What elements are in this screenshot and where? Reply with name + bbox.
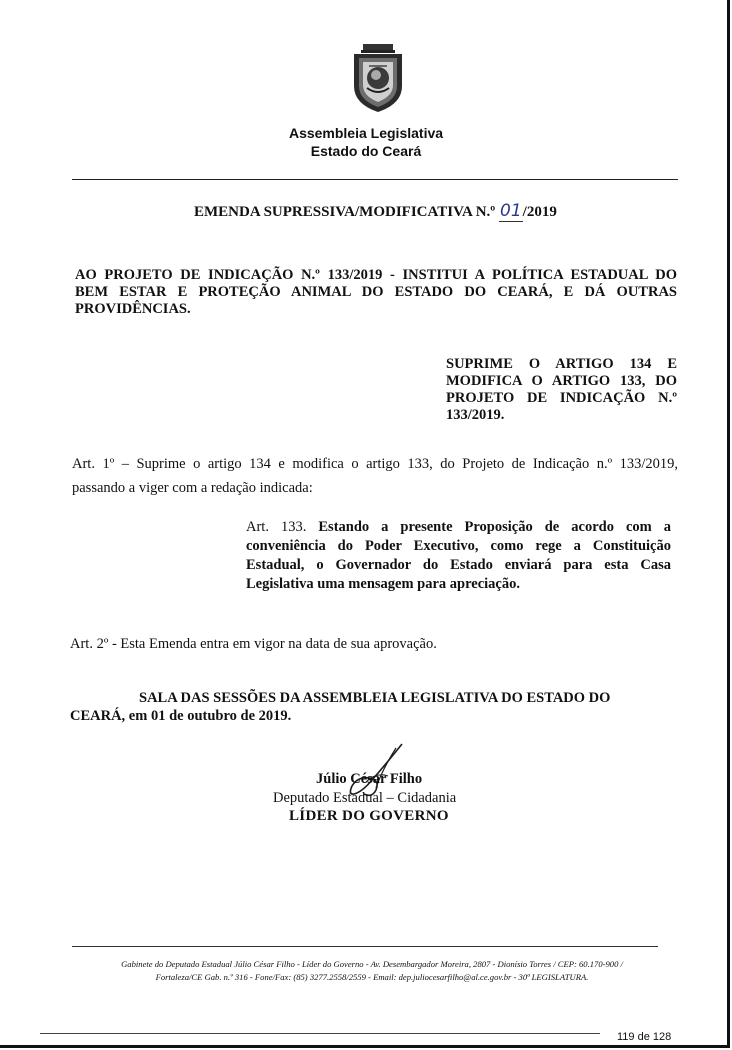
institution-name: Assembleia Legislativa [288, 125, 444, 141]
signer-title: LÍDER DO GOVERNO [289, 808, 449, 824]
article-133-line: Legislativa uma mensagem para apreciação. [246, 576, 520, 592]
ementa-line: BEM ESTAR E PROTEÇÃO ANIMAL DO ESTADO DO CEARÁ, E DÁ OUTRAS [75, 284, 677, 300]
article-1-line: passando a viger com a redação indicada: [72, 480, 313, 496]
ementa [75, 267, 677, 318]
state-name: Estado do Ceará [310, 143, 422, 159]
footer-divider [72, 946, 658, 947]
article-1 [72, 452, 678, 500]
footer-line: Fortaleza/CE Gab. n.º 316 - Fone/Fax: (85) 3277.2558/2559 - Email: dep.juliocesarfilho@al.ce.gov.br - 30ª LEGISLATURA. [155, 972, 589, 982]
ementa-line: AO PROJETO DE INDICAÇÃO N.º 133/2019 - INSTITUI A POLÍTICA ESTADUAL DO [75, 267, 677, 283]
suprime-line: MODIFICA O ARTIGO 133, DO [446, 373, 677, 389]
article-133-line: conveniência do Poder Executivo, como rege a Constituição [246, 538, 671, 554]
signer-role: Deputado Estadual – Cidadania [273, 790, 457, 806]
emenda-title-suffix: /2019 [522, 204, 557, 220]
article-133-line: Estando a presente Proposição de acordo com a [318, 519, 671, 535]
article-2: Art. 2º - Esta Emenda entra em vigor na data de sua aprovação. [70, 636, 437, 652]
ementa-line: PROVIDÊNCIAS. [75, 301, 191, 317]
header-divider [72, 179, 678, 180]
emenda-number-handwritten: 01 [500, 201, 522, 221]
session-line: SALA DAS SESSÕES DA ASSEMBLEIA LEGISLATIVA DO ESTADO DO [139, 690, 611, 706]
article-133-line: Estadual, o Governador do Estado enviará para esta Casa [246, 557, 671, 573]
emenda-title-prefix: EMENDA SUPRESSIVA/MODIFICATIVA N.º [194, 204, 496, 220]
article-1-line: Art. 1º – Suprime o artigo 134 e modifica o artigo 133, do Projeto de Indicação n.º 133/2019, [72, 456, 678, 472]
session-place-date [70, 689, 628, 725]
emenda-title [194, 201, 557, 221]
signer-name: Júlio César Filho [316, 771, 423, 787]
article-133 [246, 518, 671, 594]
footer-line: Gabinete do Deputado Estadual Júlio César Filho - Líder do Governo - Av. Desembargador Moreira, 2807 - Dionísio Torres / CEP: 60.170-900 / [121, 959, 623, 969]
suprime-line: SUPRIME O ARTIGO 134 E [446, 356, 677, 372]
state-crest-icon [349, 42, 407, 114]
footer-contact [72, 958, 672, 984]
session-line: CEARÁ, em 01 de outubro de 2019. [70, 708, 292, 724]
suprime-line: 133/2019. [446, 407, 505, 423]
suprime-summary [446, 356, 677, 424]
article-133-prefix: Art. 133. [246, 519, 319, 535]
page-number: 119 de 128 [617, 1031, 672, 1043]
bottom-divider [40, 1033, 600, 1034]
suprime-line: PROJETO DE INDICAÇÃO N.º [446, 390, 677, 406]
